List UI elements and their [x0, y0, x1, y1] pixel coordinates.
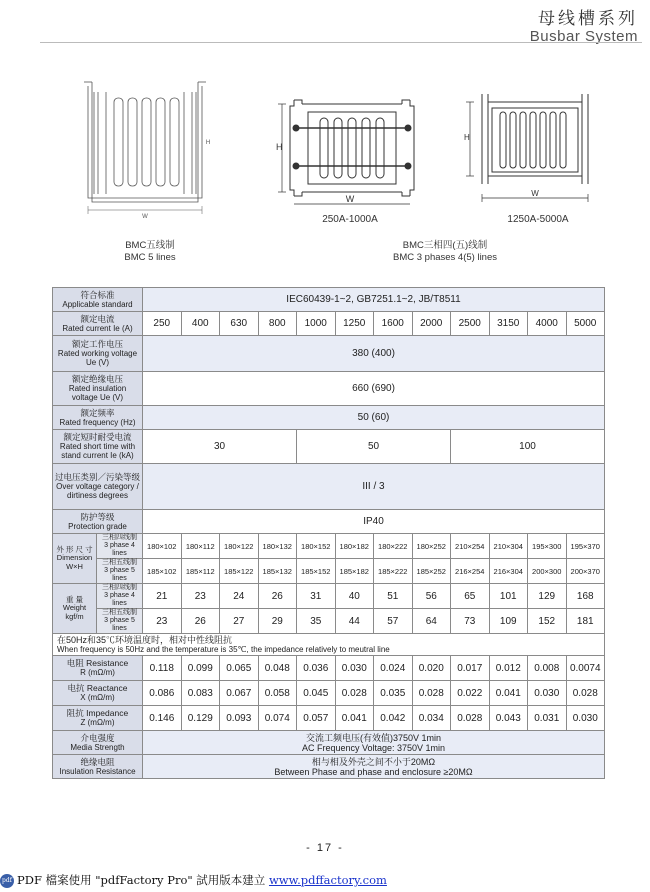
weight-cell: 51 — [374, 584, 413, 609]
resistance-cell: 0.048 — [258, 656, 297, 681]
reactance-cell: 0.045 — [297, 681, 336, 706]
dimension-sub4: 三相四线制 3 phase 4 lines — [97, 534, 143, 559]
label-weight: 重 量 Weight kgf/m — [53, 584, 97, 634]
page-header — [530, 4, 638, 45]
bmc5-diagram — [80, 78, 210, 223]
dimension-cell: 180×102 — [143, 534, 182, 559]
weight-cell: 181 — [566, 609, 605, 634]
resistance-cell: 0.118 — [143, 656, 182, 681]
current-cell: 630 — [220, 312, 259, 336]
label-current: 额定电流 Rated current Ie (A) — [53, 312, 143, 336]
weight-cell: 73 — [451, 609, 490, 634]
bmc3-small-diagram — [272, 92, 432, 210]
dimension-sub5: 三相五线制 3 phase 5 lines — [97, 559, 143, 584]
row-weight-5 — [53, 609, 605, 634]
dimension-cell: 180×122 — [220, 534, 259, 559]
weight-cell: 65 — [451, 584, 490, 609]
weight-sub4: 三相四线制 3 phase 4 lines — [97, 584, 143, 609]
reactance-cell: 0.028 — [335, 681, 374, 706]
impedance-cell: 0.034 — [412, 706, 451, 731]
short-time-cell: 50 — [297, 430, 451, 464]
pdf-logo-icon: pdf — [0, 874, 14, 888]
current-cell: 1000 — [297, 312, 336, 336]
footer-link[interactable]: www.pdffactory.com — [268, 873, 387, 887]
reactance-cell: 0.028 — [412, 681, 451, 706]
bmc5-dim-w: W — [142, 214, 148, 220]
weight-cell: 64 — [412, 609, 451, 634]
weight-sub5: 三相五线制 3 phase 5 lines — [97, 609, 143, 634]
bmc3-caption-en: BMC 3 phases 4(5) lines — [392, 252, 498, 263]
current-cell: 1250 — [335, 312, 374, 336]
current-cell: 250 — [143, 312, 182, 336]
reactance-cell: 0.028 — [566, 681, 605, 706]
bmc3-large-dim-h: H — [464, 133, 470, 142]
row-dimension-5 — [53, 559, 605, 584]
impedance-cell: 0.030 — [566, 706, 605, 731]
dimension-cell: 185×132 — [258, 559, 297, 584]
dimension-cell: 185×152 — [297, 559, 336, 584]
resistance-cell: 0.020 — [412, 656, 451, 681]
label-standard: 符合标准 Applicable standard — [53, 288, 143, 312]
dimension-cell: 180×132 — [258, 534, 297, 559]
spec-table — [52, 287, 605, 779]
weight-cell: 44 — [335, 609, 374, 634]
dimension-cell: 200×370 — [566, 559, 605, 584]
weight-cell: 21 — [143, 584, 182, 609]
row-protection — [53, 510, 605, 534]
impedance-cell: 0.042 — [374, 706, 413, 731]
resistance-cell: 0.099 — [181, 656, 220, 681]
weight-cell: 101 — [489, 584, 528, 609]
weight-cell: 24 — [220, 584, 259, 609]
dimension-cell: 216×254 — [451, 559, 490, 584]
weight-cell: 26 — [258, 584, 297, 609]
row-resistance — [53, 656, 605, 681]
row-frequency — [53, 406, 605, 430]
impedance-note: 在50Hz和35℃环境温度时，相对中性线阻抗 When frequency is 50Hz and the temperature is 35℃, the impedance relatively to meutral line — [53, 634, 605, 656]
page-number: - 17 - — [306, 842, 344, 854]
dimension-cell: 195×300 — [528, 534, 567, 559]
impedance-cell: 0.146 — [143, 706, 182, 731]
resistance-cell: 0.065 — [220, 656, 259, 681]
bmc3-small-range: 250A-1000A — [322, 214, 378, 225]
current-cell: 2000 — [412, 312, 451, 336]
dimension-cell: 200×300 — [528, 559, 567, 584]
resistance-cell: 0.008 — [528, 656, 567, 681]
weight-cell: 35 — [297, 609, 336, 634]
row-media-strength — [53, 731, 605, 755]
dimension-cell: 180×222 — [374, 534, 413, 559]
resistance-cell: 0.024 — [374, 656, 413, 681]
bmc3-caption — [370, 240, 520, 264]
resistance-cell: 0.017 — [451, 656, 490, 681]
dimension-cell: 210×304 — [489, 534, 528, 559]
dimension-cell: 185×112 — [181, 559, 220, 584]
bmc5-caption — [95, 240, 205, 264]
bmc3-small-dim-h: H — [276, 142, 283, 152]
resistance-cell: 0.0074 — [566, 656, 605, 681]
dimension-cell: 180×112 — [181, 534, 220, 559]
impedance-cell: 0.093 — [220, 706, 259, 731]
resistance-cell: 0.036 — [297, 656, 336, 681]
label-impedance: 阻抗 Impedance Z (mΩ/m) — [53, 706, 143, 731]
dimension-cell: 216×304 — [489, 559, 528, 584]
row-weight-4 — [53, 584, 605, 609]
current-cell: 4000 — [528, 312, 567, 336]
reactance-cell: 0.058 — [258, 681, 297, 706]
footer-text: PDF 檔案使用 "pdfFactory Pro" 試用版本建立 — [17, 873, 269, 887]
bmc3-large-diagram — [462, 92, 612, 210]
weight-cell: 31 — [297, 584, 336, 609]
header-title-en: Busbar System — [529, 28, 638, 45]
dimension-cell: 180×252 — [412, 534, 451, 559]
current-cell: 2500 — [451, 312, 490, 336]
resistance-cell: 0.030 — [335, 656, 374, 681]
value-overvoltage: III / 3 — [143, 464, 605, 510]
weight-cell: 23 — [143, 609, 182, 634]
row-overvoltage — [53, 464, 605, 510]
weight-cell: 23 — [181, 584, 220, 609]
impedance-cell: 0.057 — [297, 706, 336, 731]
dimension-cell: 180×182 — [335, 534, 374, 559]
dimension-cell: 195×370 — [566, 534, 605, 559]
row-insulation-resistance — [53, 755, 605, 779]
weight-cell: 40 — [335, 584, 374, 609]
reactance-cell: 0.022 — [451, 681, 490, 706]
bmc3-large-dim-w: W — [531, 189, 539, 198]
dimension-cell: 185×252 — [412, 559, 451, 584]
dimension-cell: 185×182 — [335, 559, 374, 584]
row-working-voltage — [53, 336, 605, 372]
footer — [0, 872, 387, 888]
row-impedance-note — [53, 634, 605, 656]
weight-cell: 152 — [528, 609, 567, 634]
weight-cell: 26 — [181, 609, 220, 634]
dimension-cell: 185×222 — [374, 559, 413, 584]
row-current — [53, 312, 605, 336]
value-standard: IEC60439-1~2, GB7251.1~2, JB/T8511 — [143, 288, 605, 312]
label-working-voltage: 额定工作电压 Rated working voltage Ue (V) — [53, 336, 143, 372]
label-short-time: 额定短时耐受电流 Rated short time with stand current Ie (kA) — [53, 430, 143, 464]
bmc3-small-dim-w: W — [345, 194, 355, 204]
header-rule — [40, 42, 642, 43]
dimension-cell: 185×102 — [143, 559, 182, 584]
label-overvoltage: 过电压类别／污染等级 Over voltage category / dirtiness degrees — [53, 464, 143, 510]
row-reactance — [53, 681, 605, 706]
label-dimension: 外 形 尺 寸Dimension W×H — [53, 534, 97, 584]
row-impedance — [53, 706, 605, 731]
label-reactance: 电抗 Reactance X (mΩ/m) — [53, 681, 143, 706]
current-cell: 5000 — [566, 312, 605, 336]
dimension-cell: 185×122 — [220, 559, 259, 584]
impedance-cell: 0.028 — [451, 706, 490, 731]
bmc3-large-range: 1250A-5000A — [507, 214, 569, 225]
value-working-voltage: 380 (400) — [143, 336, 605, 372]
short-time-cell: 100 — [451, 430, 605, 464]
label-media-strength: 介电强度 Media Strength — [53, 731, 143, 755]
current-cell: 400 — [181, 312, 220, 336]
row-standard — [53, 288, 605, 312]
weight-cell: 109 — [489, 609, 528, 634]
reactance-cell: 0.041 — [489, 681, 528, 706]
reactance-cell: 0.067 — [220, 681, 259, 706]
short-time-cell: 30 — [143, 430, 297, 464]
value-media-strength: 交流工频电压(有效值)3750V 1min AC Frequency Voltage: 3750V 1min — [143, 731, 605, 755]
label-protection: 防护等级 Protection grade — [53, 510, 143, 534]
weight-cell: 27 — [220, 609, 259, 634]
row-short-time — [53, 430, 605, 464]
row-dimension-4 — [53, 534, 605, 559]
dimension-cell: 210×254 — [451, 534, 490, 559]
bmc5-caption-en: BMC 5 lines — [124, 252, 176, 263]
bmc5-caption-cn: BMC五线制 — [125, 240, 175, 251]
impedance-cell: 0.074 — [258, 706, 297, 731]
current-cell: 3150 — [489, 312, 528, 336]
weight-cell: 168 — [566, 584, 605, 609]
weight-cell: 56 — [412, 584, 451, 609]
impedance-cell: 0.031 — [528, 706, 567, 731]
impedance-cell: 0.041 — [335, 706, 374, 731]
reactance-cell: 0.030 — [528, 681, 567, 706]
reactance-cell: 0.083 — [181, 681, 220, 706]
label-insulation-voltage: 额定绝缘电压 Rated insulation voltage Ue (V) — [53, 372, 143, 406]
label-insulation-resistance: 绝缘电阻 Insulation Resistance — [53, 755, 143, 779]
weight-cell: 57 — [374, 609, 413, 634]
bmc5-dim-h: H — [205, 140, 210, 146]
value-frequency: 50 (60) — [143, 406, 605, 430]
value-insulation-resistance: 相与相及外壳之间不小于20MΩ Between Phase and phase and enclosure ≥20MΩ — [143, 755, 605, 779]
value-insulation-voltage: 660 (690) — [143, 372, 605, 406]
header-title-cn: 母线槽系列 — [538, 9, 638, 29]
current-cell: 1600 — [374, 312, 413, 336]
impedance-cell: 0.129 — [181, 706, 220, 731]
label-resistance: 电阻 Resistance R (mΩ/m) — [53, 656, 143, 681]
value-protection: IP40 — [143, 510, 605, 534]
current-cell: 800 — [258, 312, 297, 336]
weight-cell: 29 — [258, 609, 297, 634]
reactance-cell: 0.086 — [143, 681, 182, 706]
dimension-cell: 180×152 — [297, 534, 336, 559]
label-frequency: 额定频率 Rated frequency (Hz) — [53, 406, 143, 430]
impedance-cell: 0.043 — [489, 706, 528, 731]
reactance-cell: 0.035 — [374, 681, 413, 706]
weight-cell: 129 — [528, 584, 567, 609]
row-insulation-voltage — [53, 372, 605, 406]
resistance-cell: 0.012 — [489, 656, 528, 681]
bmc3-caption-cn: BMC三相四(五)线制 — [402, 240, 488, 251]
